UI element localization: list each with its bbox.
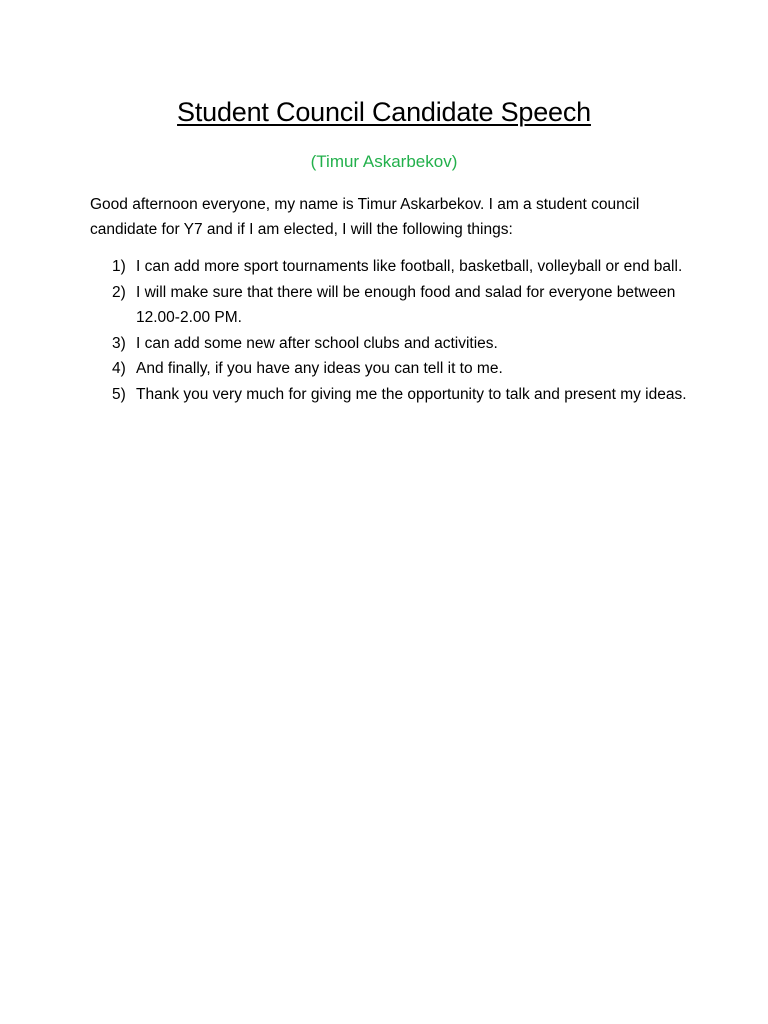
promises-list — [112, 254, 687, 407]
list-item-number: 1) — [112, 258, 126, 275]
list-item — [112, 356, 687, 382]
list-item-text: I will make sure that there will be enough food and salad for everyone between 12.00-2.00 PM. — [136, 283, 676, 326]
list-item — [112, 331, 687, 357]
author-name: (Timur Askarbekov) — [310, 152, 458, 171]
list-item — [112, 280, 687, 331]
list-item — [112, 382, 687, 408]
list-item-text: I can add more sport tournaments like football, basketball, volleyball or end ball. — [136, 258, 683, 275]
list-item-text: And finally, if you have any ideas you can tell it to me. — [136, 360, 503, 377]
list-item-text: I can add some new after school clubs and activities. — [136, 334, 498, 352]
intro-paragraph: Good afternoon everyone, my name is Timur Askarbekov. I am a student council candidate for Y7 and if I am elected, I will the following things: — [90, 196, 640, 238]
list-item-number: 3) — [112, 334, 126, 352]
list-item-text: Thank you very much for giving me the opportunity to talk and present my ideas. — [136, 385, 687, 403]
list-item-number: 4) — [112, 360, 126, 377]
list-item-number: 5) — [112, 385, 126, 403]
list-item — [112, 254, 687, 280]
list-item-number: 2) — [112, 283, 126, 301]
document-title: Student Council Candidate Speech — [177, 97, 591, 127]
